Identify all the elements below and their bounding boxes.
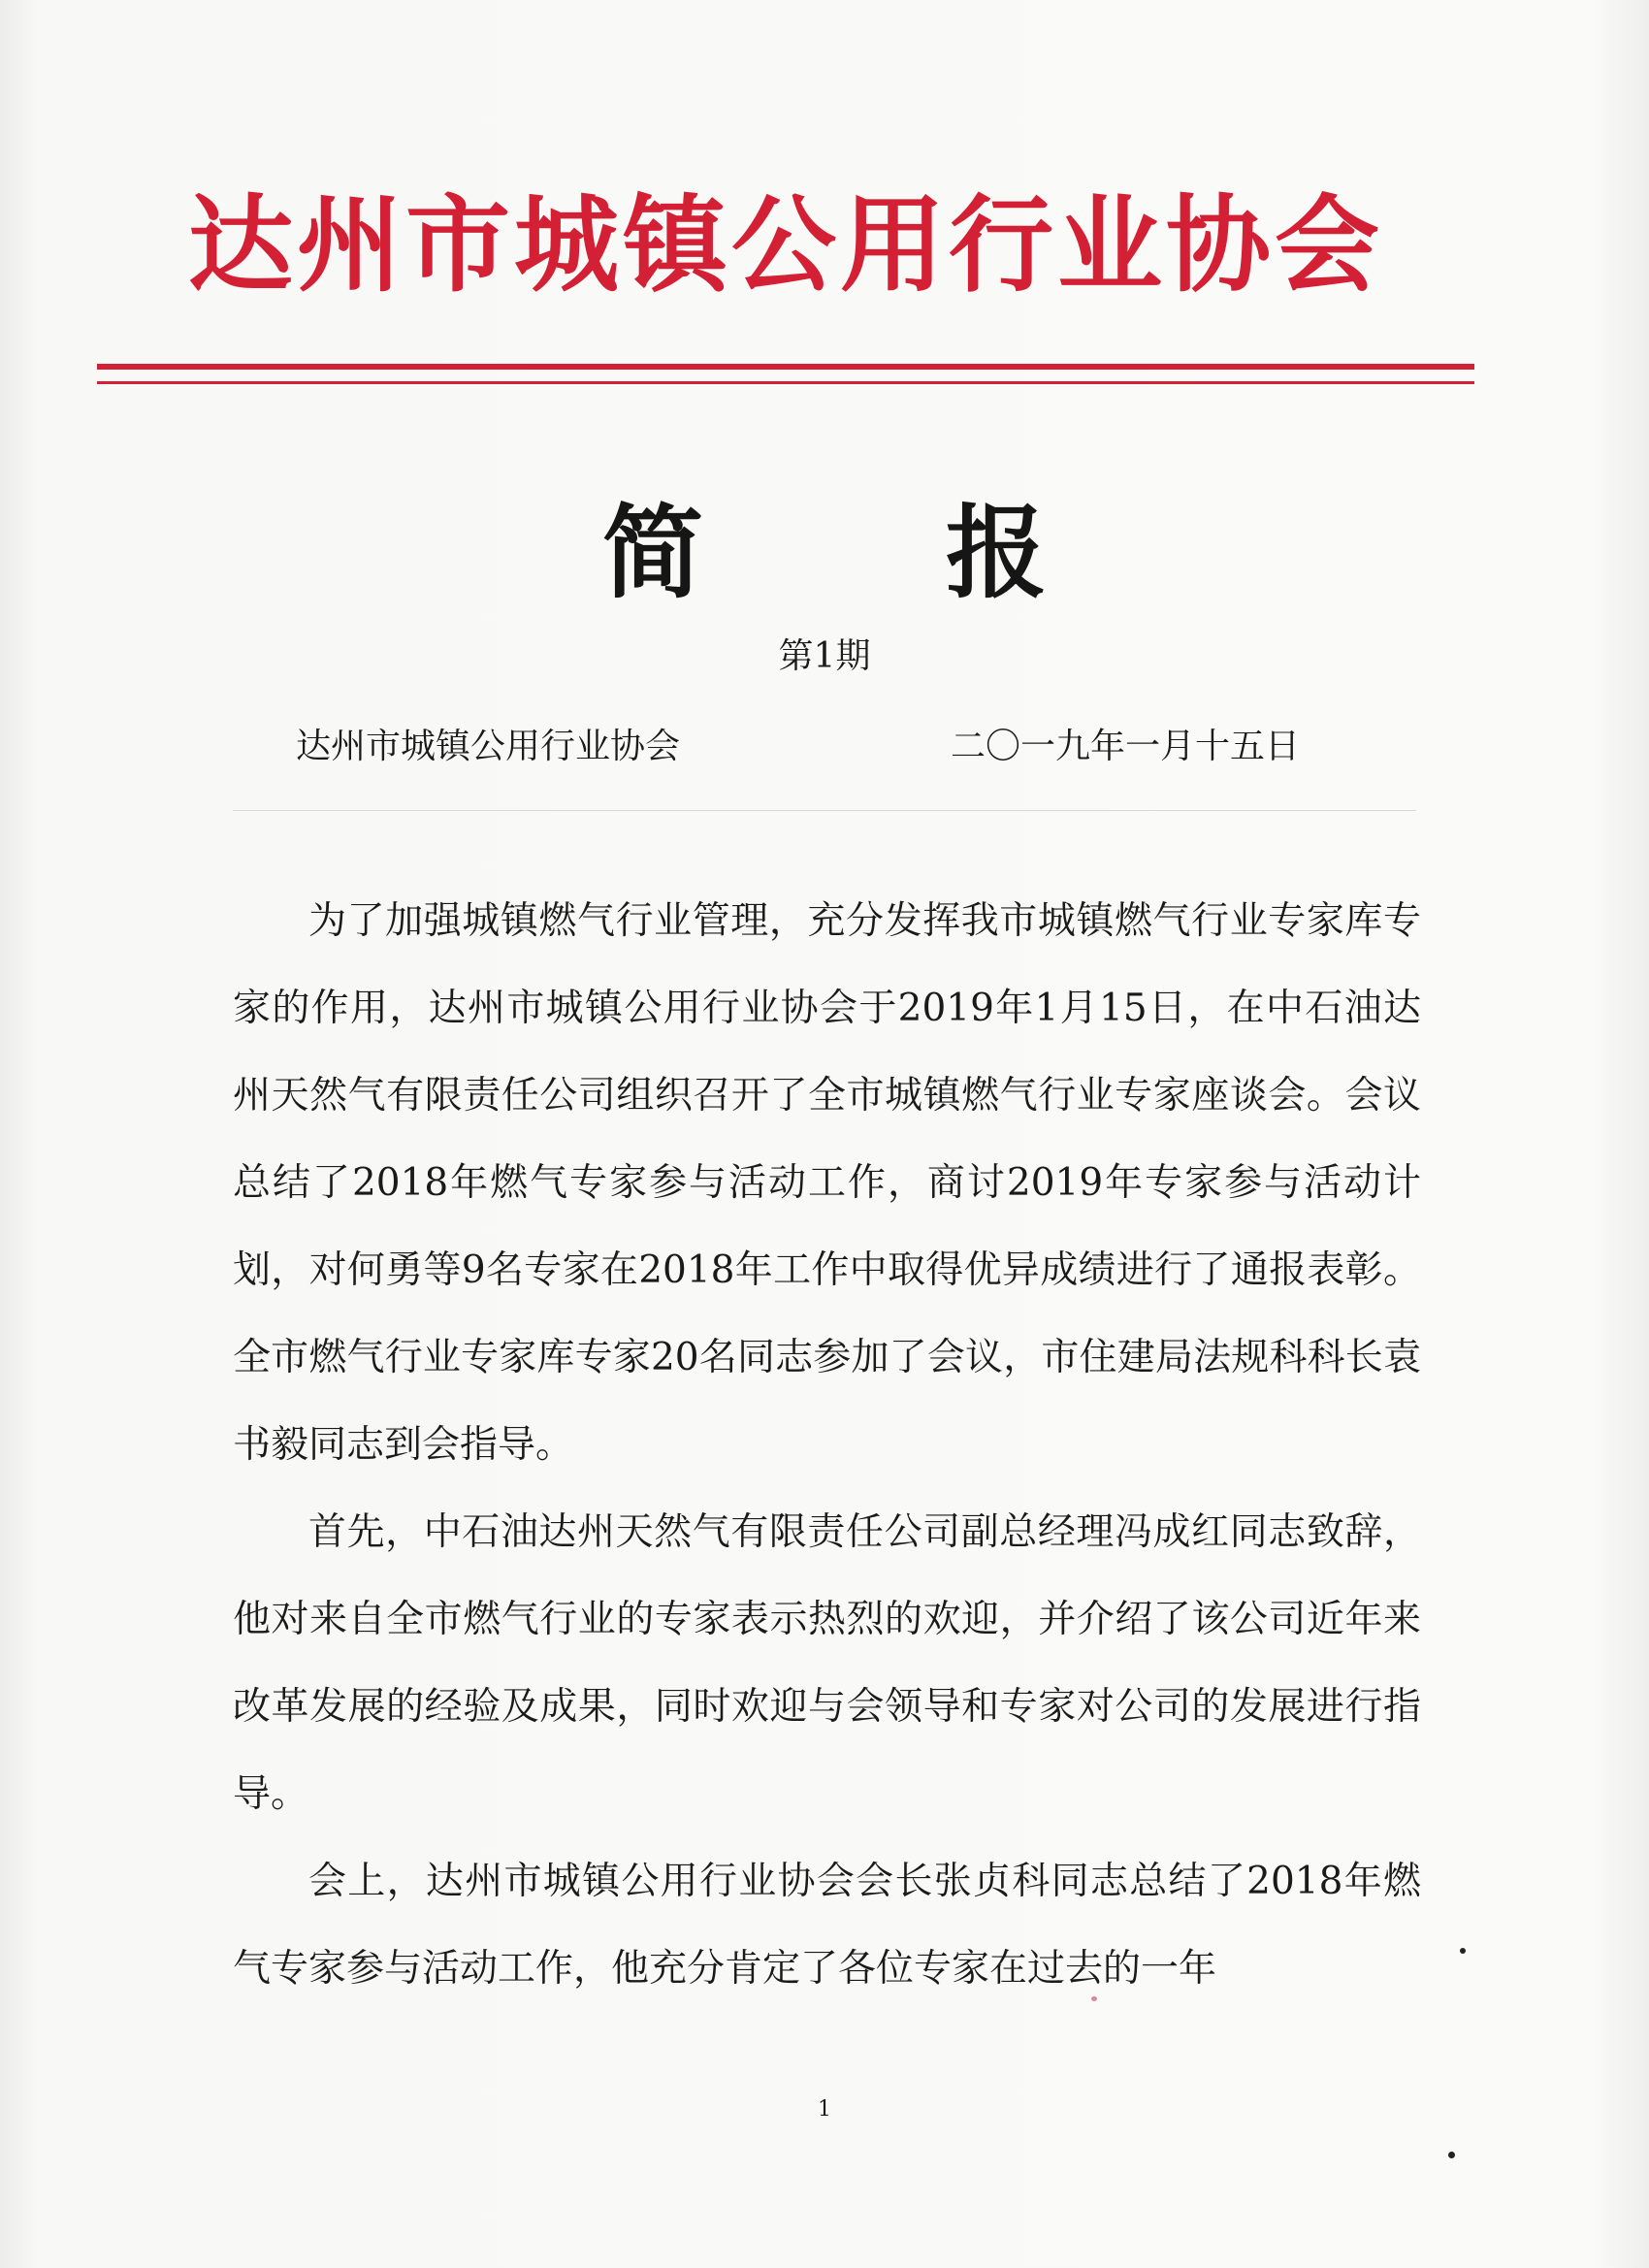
header-rule-thick xyxy=(97,364,1474,370)
header-separator xyxy=(233,810,1416,811)
scan-speck xyxy=(1448,2152,1455,2158)
paragraph: 会上，达州市城镇公用行业协会会长张贞科同志总结了2018年燃气专家参与活动工作，他充分肯定了各位专家在过去的一年 xyxy=(233,1860,1421,1991)
issue-date: 二〇一九年一月十五日 xyxy=(951,727,1301,766)
paragraph: 首先，中石油达州天然气有限责任公司副总经理冯成红同志致辞，他对来自全市燃气行业的专家表示热烈的欢迎，并介绍了该公司近年来改革发展的经验及成果，同时欢迎与会领导和专家对公司的发展进行指导。 xyxy=(233,1510,1421,1816)
paragraph: 为了加强城镇燃气行业管理，充分发挥我市城镇燃气行业专家库专家的作用，达州市城镇公用行业协会于2019年1月15日，在中石油达州天然气有限责任公司组织召开了全市城镇燃气行业专家座谈会。会议总结了2018年燃气专家参与活动工作，商讨2019年专家参与活动计划，对何勇等9名专家在2018年工作中取得优异成绩进行了通报表彰。全市燃气行业专家库专家20名同志参加了会议，市住建局法规科科长袁书毅同志到会指导。 xyxy=(233,899,1421,1467)
scan-speck xyxy=(1091,1996,1097,2001)
page-number: 1 xyxy=(818,2097,831,2122)
organization-title: 达州市城镇公用行业协会 xyxy=(187,184,1383,307)
body-text xyxy=(233,878,1421,2013)
issue-number: 第1期 xyxy=(778,636,871,676)
scan-speck xyxy=(1460,1948,1466,1954)
issuer-name: 达州市城镇公用行业协会 xyxy=(296,727,681,766)
document-type-char-1: 简 xyxy=(601,493,703,612)
document-type-char-2: 报 xyxy=(946,493,1048,612)
header-rule-thin xyxy=(97,381,1474,384)
document-type-title xyxy=(0,495,1649,611)
